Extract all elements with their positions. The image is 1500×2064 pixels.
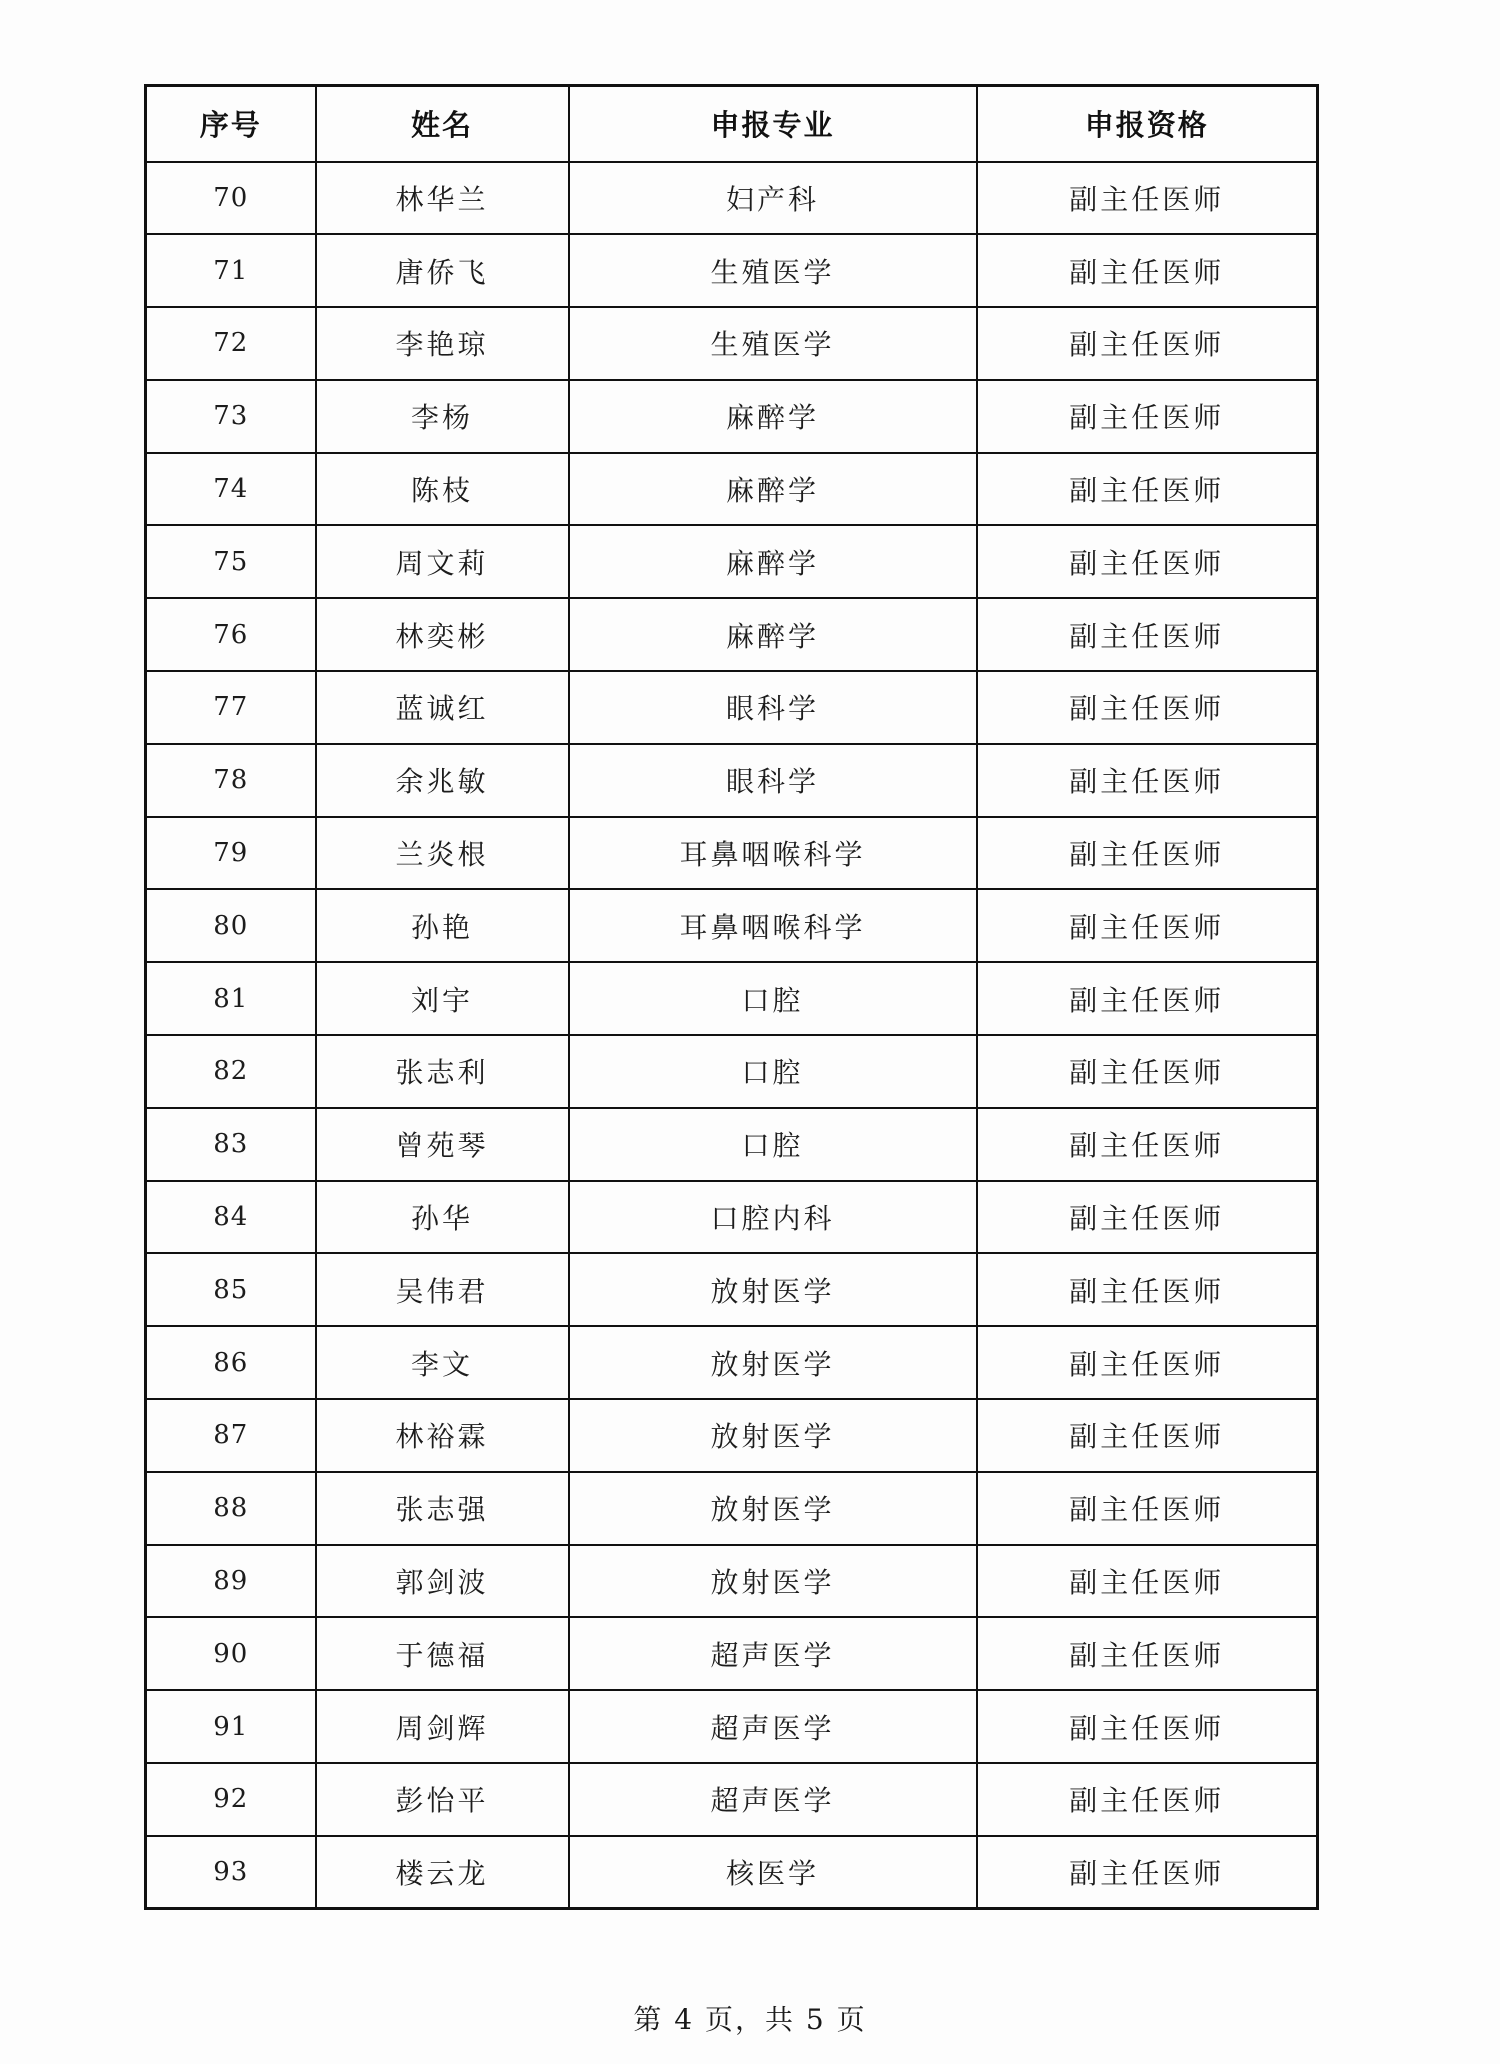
cell-major: 眼科学 — [569, 671, 977, 744]
table-row — [146, 744, 1318, 817]
cell-serial-number: 70 — [146, 162, 316, 235]
cell-major: 耳鼻咽喉科学 — [569, 817, 977, 890]
table-row — [146, 162, 1318, 235]
cell-serial-number: 74 — [146, 453, 316, 526]
table-row — [146, 1763, 1318, 1836]
table-row — [146, 1836, 1318, 1909]
table-header — [146, 86, 1318, 162]
cell-major: 眼科学 — [569, 744, 977, 817]
cell-serial-number: 91 — [146, 1690, 316, 1763]
cell-serial-number: 82 — [146, 1035, 316, 1108]
cell-major: 口腔 — [569, 1108, 977, 1181]
table-row — [146, 598, 1318, 671]
applicant-table — [144, 84, 1319, 1910]
cell-serial-number: 77 — [146, 671, 316, 744]
cell-name: 余兆敏 — [316, 744, 569, 817]
cell-name: 张志利 — [316, 1035, 569, 1108]
cell-name: 林奕彬 — [316, 598, 569, 671]
cell-major: 麻醉学 — [569, 380, 977, 453]
cell-qualification: 副主任医师 — [977, 1763, 1318, 1836]
cell-major: 生殖医学 — [569, 307, 977, 380]
cell-qualification: 副主任医师 — [977, 1035, 1318, 1108]
cell-serial-number: 73 — [146, 380, 316, 453]
cell-name: 林裕霖 — [316, 1399, 569, 1472]
cell-major: 麻醉学 — [569, 598, 977, 671]
table-row — [146, 525, 1318, 598]
cell-qualification: 副主任医师 — [977, 1108, 1318, 1181]
table-row — [146, 671, 1318, 744]
cell-serial-number: 85 — [146, 1253, 316, 1326]
cell-major: 口腔 — [569, 962, 977, 1035]
cell-name: 蓝诚红 — [316, 671, 569, 744]
cell-major: 放射医学 — [569, 1326, 977, 1399]
cell-major: 耳鼻咽喉科学 — [569, 889, 977, 962]
cell-major: 超声医学 — [569, 1690, 977, 1763]
cell-serial-number: 79 — [146, 817, 316, 890]
cell-qualification: 副主任医师 — [977, 1253, 1318, 1326]
cell-major: 口腔内科 — [569, 1181, 977, 1254]
cell-qualification: 副主任医师 — [977, 1545, 1318, 1618]
table-row — [146, 1253, 1318, 1326]
cell-name: 吴伟君 — [316, 1253, 569, 1326]
cell-major: 放射医学 — [569, 1545, 977, 1618]
header-name: 姓名 — [316, 86, 569, 162]
cell-name: 楼云龙 — [316, 1836, 569, 1909]
cell-qualification: 副主任医师 — [977, 1399, 1318, 1472]
cell-major: 放射医学 — [569, 1399, 977, 1472]
cell-serial-number: 81 — [146, 962, 316, 1035]
table-row — [146, 234, 1318, 307]
header-qualification: 申报资格 — [977, 86, 1318, 162]
cell-name: 曾苑琴 — [316, 1108, 569, 1181]
table-row — [146, 817, 1318, 890]
cell-qualification: 副主任医师 — [977, 1617, 1318, 1690]
table-row — [146, 962, 1318, 1035]
cell-major: 超声医学 — [569, 1763, 977, 1836]
cell-qualification: 副主任医师 — [977, 889, 1318, 962]
cell-qualification: 副主任医师 — [977, 1472, 1318, 1545]
cell-qualification: 副主任医师 — [977, 962, 1318, 1035]
cell-name: 唐侨飞 — [316, 234, 569, 307]
cell-major: 口腔 — [569, 1035, 977, 1108]
cell-serial-number: 71 — [146, 234, 316, 307]
cell-qualification: 副主任医师 — [977, 307, 1318, 380]
cell-major: 核医学 — [569, 1836, 977, 1909]
cell-name: 周文莉 — [316, 525, 569, 598]
table-row — [146, 1472, 1318, 1545]
cell-name: 刘宇 — [316, 962, 569, 1035]
cell-name: 李杨 — [316, 380, 569, 453]
cell-serial-number: 86 — [146, 1326, 316, 1399]
cell-qualification: 副主任医师 — [977, 1690, 1318, 1763]
table-row — [146, 307, 1318, 380]
cell-name: 周剑辉 — [316, 1690, 569, 1763]
cell-major: 麻醉学 — [569, 525, 977, 598]
cell-qualification: 副主任医师 — [977, 671, 1318, 744]
cell-name: 林华兰 — [316, 162, 569, 235]
cell-name: 张志强 — [316, 1472, 569, 1545]
cell-qualification: 副主任医师 — [977, 162, 1318, 235]
cell-serial-number: 88 — [146, 1472, 316, 1545]
cell-qualification: 副主任医师 — [977, 380, 1318, 453]
cell-name: 郭剑波 — [316, 1545, 569, 1618]
cell-major: 超声医学 — [569, 1617, 977, 1690]
cell-qualification: 副主任医师 — [977, 817, 1318, 890]
cell-major: 麻醉学 — [569, 453, 977, 526]
table-row — [146, 1399, 1318, 1472]
table-body — [146, 162, 1318, 1909]
cell-serial-number: 80 — [146, 889, 316, 962]
cell-major: 生殖医学 — [569, 234, 977, 307]
cell-qualification: 副主任医师 — [977, 598, 1318, 671]
table-row — [146, 1181, 1318, 1254]
cell-major: 放射医学 — [569, 1472, 977, 1545]
cell-name: 孙华 — [316, 1181, 569, 1254]
table-row — [146, 1035, 1318, 1108]
cell-name: 于德福 — [316, 1617, 569, 1690]
cell-name: 孙艳 — [316, 889, 569, 962]
table-row — [146, 1326, 1318, 1399]
cell-qualification: 副主任医师 — [977, 744, 1318, 817]
cell-serial-number: 90 — [146, 1617, 316, 1690]
header-row — [146, 86, 1318, 162]
cell-qualification: 副主任医师 — [977, 1181, 1318, 1254]
table-row — [146, 889, 1318, 962]
cell-serial-number: 78 — [146, 744, 316, 817]
cell-name: 兰炎根 — [316, 817, 569, 890]
table-row — [146, 1108, 1318, 1181]
cell-qualification: 副主任医师 — [977, 453, 1318, 526]
cell-qualification: 副主任医师 — [977, 234, 1318, 307]
page-number-footer: 第 4 页，共 5 页 — [633, 2003, 867, 2036]
cell-serial-number: 87 — [146, 1399, 316, 1472]
header-serial-number: 序号 — [146, 86, 316, 162]
cell-qualification: 副主任医师 — [977, 1326, 1318, 1399]
table-row — [146, 1690, 1318, 1763]
cell-serial-number: 72 — [146, 307, 316, 380]
cell-name: 彭怡平 — [316, 1763, 569, 1836]
cell-serial-number: 75 — [146, 525, 316, 598]
cell-name: 陈枝 — [316, 453, 569, 526]
cell-name: 李艳琼 — [316, 307, 569, 380]
cell-name: 李文 — [316, 1326, 569, 1399]
table-row — [146, 1545, 1318, 1618]
cell-serial-number: 92 — [146, 1763, 316, 1836]
cell-serial-number: 89 — [146, 1545, 316, 1618]
table-row — [146, 1617, 1318, 1690]
cell-qualification: 副主任医师 — [977, 1836, 1318, 1909]
cell-serial-number: 93 — [146, 1836, 316, 1909]
cell-major: 放射医学 — [569, 1253, 977, 1326]
table-row — [146, 453, 1318, 526]
cell-serial-number: 84 — [146, 1181, 316, 1254]
cell-major: 妇产科 — [569, 162, 977, 235]
cell-serial-number: 83 — [146, 1108, 316, 1181]
cell-serial-number: 76 — [146, 598, 316, 671]
table-row — [146, 380, 1318, 453]
header-major: 申报专业 — [569, 86, 977, 162]
cell-qualification: 副主任医师 — [977, 525, 1318, 598]
